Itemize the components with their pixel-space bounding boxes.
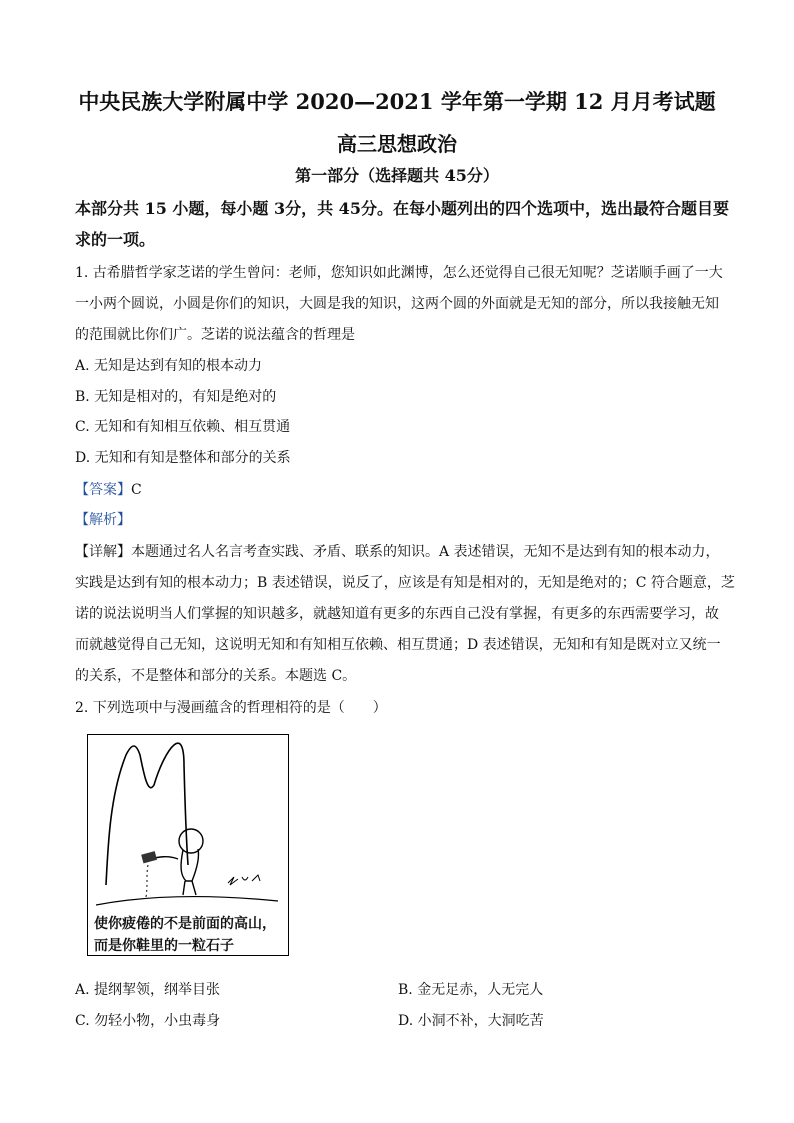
- answer-value: C: [131, 482, 142, 498]
- q1-option-d: D. 无知和有知是整体和部分的关系: [75, 450, 291, 466]
- detail-tag: 【详解】: [75, 544, 131, 560]
- q1-detail-line-4: 而就越觉得自己无知，这说明无知和有知相互依赖、相互贯通；D 表述错误，无知和有知是既对立又统一: [75, 637, 721, 653]
- part-title: 第一部分（选择题共 45分）: [295, 166, 499, 185]
- answer-tag: 【答案】: [75, 482, 131, 498]
- cartoon-caption-line-2: 而是你鞋里的一粒石子: [94, 938, 234, 954]
- cartoon-image: [87, 734, 289, 956]
- q2-option-b: B. 金无足赤，人无完人: [398, 982, 544, 998]
- detail-text-1: 本题通过名人名言考查实践、矛盾、联系的知识。A 表述错误，无知不是达到有知的根本动力，: [131, 544, 720, 560]
- q1-option-b: B. 无知是相对的，有知是绝对的: [75, 389, 277, 405]
- cartoon-caption-line-1: 使你疲倦的不是前面的高山，: [94, 916, 276, 932]
- q2-option-a: A. 提纲挈领，纲举目张: [75, 982, 221, 998]
- q1-stem-line-1: 1. 古希腊哲学家芝诺的学生曾问：老师，您知识如此渊博，怎么还觉得自己很无知呢？芝诺顺手画了一大: [75, 265, 723, 281]
- q1-option-c: C. 无知和有知相互依赖、相互贯通: [75, 419, 291, 435]
- q1-option-a: A. 无知是达到有知的根本动力: [75, 358, 263, 374]
- q1-stem-line-2: 一小两个圆说，小圆是你们的知识，大圆是我的知识，这两个圆的外面就是无知的部分，所以我接触无知: [75, 296, 719, 312]
- q2-option-c: C. 勿轻小物，小虫毒身: [75, 1013, 221, 1029]
- q1-answer: [75, 479, 142, 499]
- q2-option-d: D. 小洞不补，大洞吃苦: [398, 1013, 544, 1029]
- q1-stem-line-3: 的范围就比你们广。芝诺的说法蕴含的哲理是: [75, 327, 355, 343]
- q1-detail-line-2: 实践是达到有知的根本动力；B 表述错误，说反了，应该是有知是相对的，无知是绝对的；C 符合题意，芝: [75, 575, 735, 591]
- q1-detail-line-5: 的关系，不是整体和部分的关系。本题选 C。: [75, 668, 357, 684]
- subject-title: 高三思想政治: [337, 132, 457, 156]
- q1-detail-line-1: [75, 541, 720, 561]
- instruction-line-1: 本部分共 15 小题，每小题 3分，共 45分。在每小题列出的四个选项中，选出最符合题目要: [75, 199, 729, 218]
- instruction-line-2: 求的一项。: [75, 230, 156, 249]
- exam-title: 中央民族大学附属中学 2020—2021 学年第一学期 12 月月考试题: [78, 89, 716, 114]
- q2-stem: 2. 下列选项中与漫画蕴含的哲理相符的是（ ）: [75, 700, 387, 716]
- q1-detail-line-3: 诺的说法说明当人们掌握的知识越多，就越知道有更多的东西自己没有掌握，有更多的东西需要学习，故: [75, 606, 719, 622]
- q1-analysis-tag: 【解析】: [75, 512, 131, 528]
